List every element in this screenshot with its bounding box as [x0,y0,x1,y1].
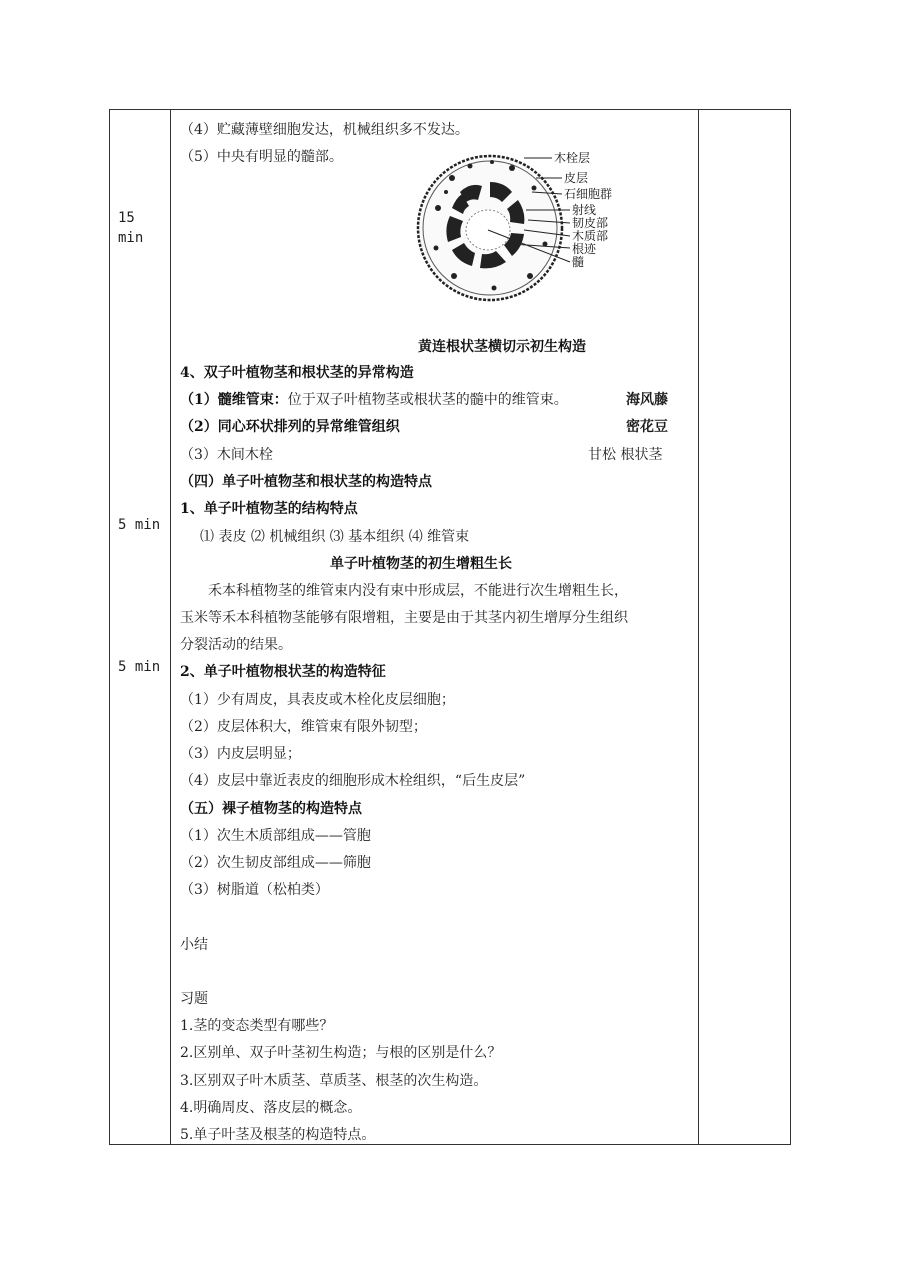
exercise-title: 习题 [180,991,208,1007]
structure-list: ⑴ 表皮 ⑵ 机械组织 ⑶ 基本组织 ⑷ 维管束 [200,529,470,545]
section-heading: 4、双子叶植物茎和根状茎的异常构造 [180,365,414,381]
column-divider-right [698,110,699,1144]
cross-section-drawing [418,156,570,300]
rhizome-cross-section-figure [412,148,642,308]
exercise-item: 5.单子叶茎及根茎的构造特点。 [180,1127,376,1143]
label-xylem: 木质部 [572,229,609,243]
subsection-heading: 2、单子叶植物根状茎的构造特征 [180,664,386,680]
label-cortex: 皮层 [564,171,589,185]
column-divider-left [170,110,171,1144]
subsection-heading: 1、单子叶植物茎的结构特点 [180,501,358,517]
subsection-title: 单子叶植物茎的初生增粗生长 [330,556,512,572]
section-heading: （五）裸子植物茎的构造特点 [180,801,362,817]
text-line: （1）次生木质部组成——管胞 [180,828,371,844]
time-label-15min [118,208,143,248]
time-value: 15 [118,210,135,226]
paragraph-line: 禾本科植物茎的维管束内没有束中形成层，不能进行次生增粗生长， [208,583,628,599]
exercise-item: 4.明确周皮、落皮层的概念。 [180,1100,362,1116]
example-plant: 密花豆 [626,419,668,435]
text-line: （3）内皮层明显； [180,746,301,762]
section-heading: （四）单子叶植物茎和根状茎的构造特点 [180,474,432,490]
text-line: （2）次生韧皮部组成——筛胞 [180,855,371,871]
paragraph-line: 玉米等禾本科植物茎能够有限增粗，主要是由于其茎内初生增厚分生组织 [180,610,628,626]
text-line: （3）木间木栓 [180,447,273,463]
label-ray: 射线 [572,203,597,217]
text-line: （2）皮层体积大，维管束有限外韧型； [180,719,427,735]
summary-label: 小结 [180,937,208,953]
label-root-trace: 根迹 [572,242,597,256]
lesson-table [109,109,791,1145]
text-line: （5）中央有明显的髓部。 [180,149,343,165]
text-line: （2）同心环状排列的异常维管组织 [180,419,400,435]
exercise-item: 2.区别单、双子叶茎初生构造；与根的区别是什么？ [180,1045,502,1061]
time-label-5min-b: 5 min [118,659,161,675]
label-phloem: 韧皮部 [572,216,609,230]
inline-text: 位于双子叶植物茎或根状茎的髓中的维管束。 [287,392,568,408]
label-cork: 木栓层 [554,151,591,165]
text-line: （4）皮层中靠近表皮的细胞形成木栓组织，“后生皮层” [180,773,526,789]
text-line: （1）少有周皮，具表皮或木栓化皮层细胞； [180,692,455,708]
label-pith: 髓 [572,255,585,269]
time-label-5min-a: 5 min [118,517,161,533]
exercise-item: 1.茎的变态类型有哪些？ [180,1018,334,1034]
label-stone-cells: 石细胞群 [564,187,613,201]
text-line: （4）贮藏薄壁细胞发达，机械组织多不发达。 [180,122,469,138]
time-unit: min [118,230,144,246]
figure-caption: 黄连根状茎横切示初生构造 [418,339,586,355]
example-plant: 海风藤 [626,392,668,408]
text-line: （3）树脂道（松柏类） [180,882,329,898]
paragraph-line: 分裂活动的结果。 [180,637,292,653]
exercise-item: 3.区别双子叶木质茎、草质茎、根茎的次生构造。 [180,1073,488,1089]
example-plant: 甘松 根状茎 [588,447,663,463]
text-line: （1）髓维管束：位于双子叶植物茎或根状茎的髓中的维管束。 [180,392,568,408]
